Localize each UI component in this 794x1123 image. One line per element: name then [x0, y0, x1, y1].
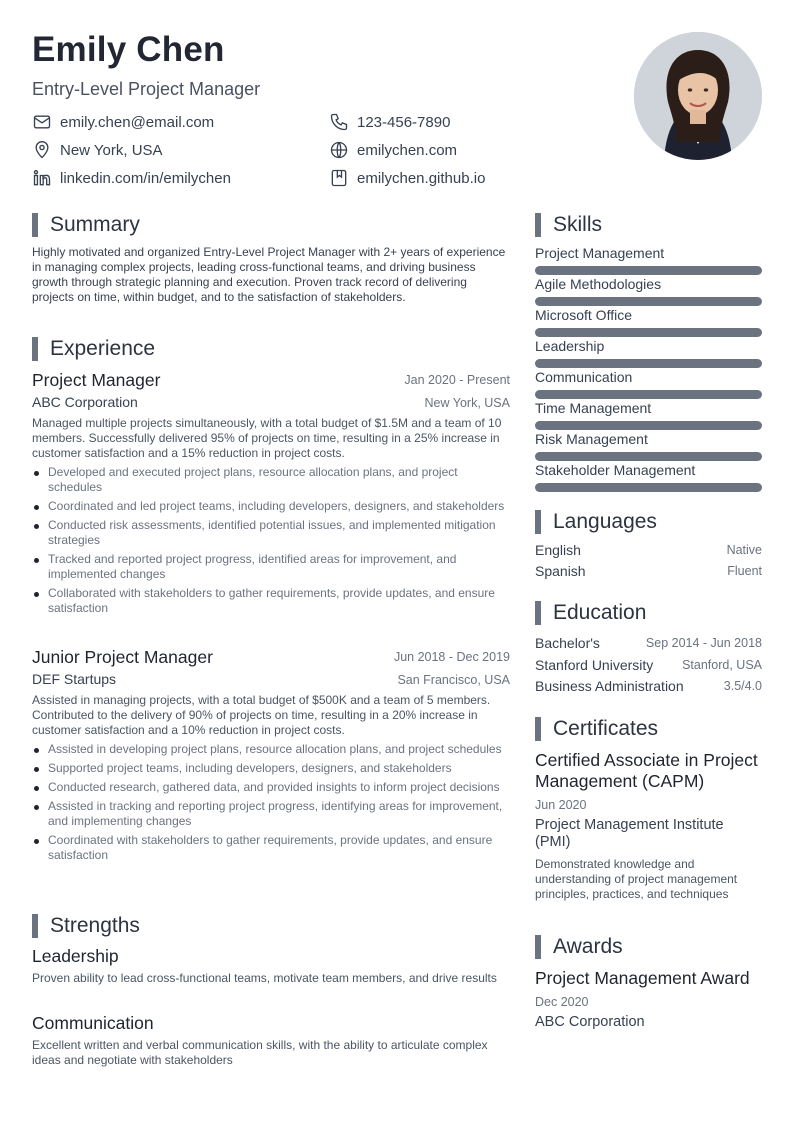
- strengths-heading: Strengths: [50, 914, 140, 937]
- skill-label: Stakeholder Management: [535, 462, 696, 478]
- awards-heading: Awards: [553, 935, 623, 958]
- language-item: [535, 542, 762, 563]
- certificate-name: Certified Associate in Project Management (CAPM): [535, 750, 758, 791]
- contact-location: [32, 140, 163, 160]
- map-pin-icon: [32, 140, 52, 160]
- job-title: Project Manager: [32, 370, 161, 390]
- candidate-title: Entry-Level Project Manager: [32, 79, 261, 99]
- job-bullets: [32, 465, 510, 616]
- bookmark-icon: [329, 168, 349, 188]
- certificates-heading: Certificates: [553, 717, 659, 740]
- profile-photo: [634, 32, 762, 160]
- language-item: [535, 563, 762, 584]
- skill-item: [535, 307, 762, 338]
- skill-level-bar: [535, 390, 762, 399]
- job-bullet: Coordinated with stakeholders to gather requirements, provide updates, and ensure satisfaction: [32, 833, 510, 863]
- section-summary-heading: [32, 213, 140, 237]
- job-bullet: Coordinated and led project teams, including developers, designers, and stakeholders: [32, 499, 510, 514]
- skill-label: Risk Management: [535, 431, 648, 447]
- section-experience-heading: [32, 337, 155, 361]
- education-field: Business Administration: [535, 678, 684, 694]
- languages-list: [535, 542, 762, 584]
- strength-title: Communication: [32, 1013, 154, 1033]
- language-level: Fluent: [727, 564, 762, 578]
- skill-level-bar: [535, 328, 762, 337]
- skills-heading: Skills: [553, 213, 603, 236]
- job-title: Junior Project Manager: [32, 647, 213, 667]
- section-strengths-heading: [32, 914, 140, 938]
- job-company: DEF Startups: [32, 671, 117, 687]
- education-school-row: [535, 657, 762, 678]
- section-awards-heading: [535, 935, 623, 959]
- envelope-icon: [32, 112, 52, 132]
- contact-website[interactable]: [329, 140, 457, 160]
- language-name: English: [535, 542, 581, 558]
- skill-item: [535, 369, 762, 400]
- summary-heading: Summary: [50, 213, 140, 236]
- education-degree: Bachelor's: [535, 635, 600, 651]
- strength-entry: [32, 1013, 510, 1068]
- education-gpa: 3.5/4.0: [723, 679, 762, 693]
- heading-accent-bar: [535, 510, 541, 534]
- job-location: New York, USA: [424, 396, 510, 410]
- skill-level-bar: [535, 266, 762, 275]
- job-dates: Jan 2020 - Present: [404, 373, 510, 387]
- award-name: Project Management Award: [535, 968, 750, 988]
- section-skills-heading: [535, 213, 602, 237]
- skills-list: [535, 245, 762, 493]
- skill-level-bar: [535, 452, 762, 461]
- phone-icon: [329, 112, 349, 132]
- heading-accent-bar: [32, 914, 38, 938]
- skill-item: [535, 338, 762, 369]
- skill-level-bar: [535, 359, 762, 368]
- location-text: New York, USA: [60, 141, 163, 159]
- contact-phone[interactable]: [329, 112, 450, 132]
- email-text: emily.chen@email.com: [60, 113, 215, 131]
- job-dates: Jun 2018 - Dec 2019: [393, 650, 510, 664]
- job-description: Managed multiple projects simultaneously, with a total budget of $1.5M and a team of 10 members. Successfully delivered 95% of projects on time, resulting in a 25% increase in customer satisfaction and a 15% reduction in project costs.: [32, 416, 502, 460]
- strength-text: Proven ability to lead cross-functional teams, motivate team members, and drive results: [32, 971, 497, 985]
- contact-linkedin[interactable]: [32, 168, 231, 188]
- heading-accent-bar: [32, 213, 38, 237]
- skill-label: Microsoft Office: [535, 307, 632, 323]
- skill-label: Leadership: [535, 338, 605, 354]
- strength-entry: [32, 946, 510, 986]
- award-date: Dec 2020: [535, 995, 589, 1009]
- section-certificates-heading: [535, 717, 658, 741]
- heading-accent-bar: [535, 935, 541, 959]
- skill-item: [535, 431, 762, 462]
- job-bullet: Supported project teams, including developers, designers, and stakeholders: [32, 761, 510, 776]
- job-bullet: Collaborated with stakeholders to gather requirements, provide updates, and ensure satisfaction: [32, 586, 510, 616]
- education-heading: Education: [553, 601, 647, 624]
- award-entry: [535, 968, 762, 1031]
- job-bullet: Assisted in tracking and reporting project progress, identifying areas for improvement, and implementing changes: [32, 799, 510, 829]
- skill-level-bar: [535, 421, 762, 430]
- job-bullets: [32, 742, 510, 863]
- education-degree-row: [535, 633, 762, 657]
- languages-heading: Languages: [553, 510, 657, 533]
- job-entry: [32, 647, 510, 867]
- certificate-entry: [535, 750, 762, 902]
- skill-level-bar: [535, 483, 762, 492]
- job-location: San Francisco, USA: [397, 673, 510, 687]
- job-bullet: Conducted research, gathered data, and provided insights to inform project decisions: [32, 780, 510, 795]
- section-education-heading: [535, 601, 646, 625]
- github-text: emilychen.github.io: [357, 169, 486, 187]
- job-bullet: Tracked and reported project progress, identified areas for improvement, and implemented changes: [32, 552, 510, 582]
- skill-label: Agile Methodologies: [535, 276, 662, 292]
- certificate-description: Demonstrated knowledge and understanding of project management principles, practices, and techniques: [535, 857, 738, 901]
- section-languages-heading: [535, 510, 657, 534]
- language-level: Native: [726, 543, 762, 557]
- job-bullet: Conducted risk assessments, identified potential issues, and implemented mitigation strategies: [32, 518, 510, 548]
- education-entry: [535, 633, 762, 699]
- heading-accent-bar: [535, 601, 541, 625]
- job-bullet: Developed and executed project plans, resource allocation plans, and project schedules: [32, 465, 510, 495]
- candidate-name: Emily Chen: [32, 30, 225, 69]
- skill-item: [535, 400, 762, 431]
- certificate-issuer: Project Management Institute (PMI): [535, 817, 724, 850]
- job-entry: [32, 370, 510, 620]
- certificate-date: Jun 2020: [535, 798, 587, 812]
- job-description: Assisted in managing projects, with a total budget of $500K and a team of 5 members. Contributed to the delivery of 90% of projects on time, resulting in a 20% increase in customer satisfaction and a 10% reduction in project costs.: [32, 693, 491, 737]
- phone-text: 123-456-7890: [357, 113, 451, 131]
- education-dates: Sep 2014 - Jun 2018: [645, 636, 762, 650]
- website-text: emilychen.com: [357, 141, 458, 159]
- contact-github[interactable]: [329, 168, 485, 188]
- skill-level-bar: [535, 297, 762, 306]
- strength-text: Excellent written and verbal communication skills, with the ability to articulate complex ideas and negotiate with stakeholders: [32, 1038, 488, 1067]
- skill-label: Time Management: [535, 400, 652, 416]
- profile-photo-illustration: [634, 32, 762, 160]
- heading-accent-bar: [32, 337, 38, 361]
- job-company: ABC Corporation: [32, 394, 138, 410]
- job-bullet: Assisted in developing project plans, resource allocation plans, and project schedules: [32, 742, 510, 757]
- heading-accent-bar: [535, 717, 541, 741]
- skill-label: Project Management: [535, 245, 665, 261]
- education-field-row: [535, 678, 762, 699]
- skill-item: [535, 462, 762, 493]
- language-name: Spanish: [535, 563, 586, 579]
- heading-accent-bar: [535, 213, 541, 237]
- experience-heading: Experience: [50, 337, 156, 360]
- skill-item: [535, 245, 762, 276]
- contact-email[interactable]: [32, 112, 214, 132]
- skill-label: Communication: [535, 369, 633, 385]
- education-school: Stanford University: [535, 657, 654, 673]
- linkedin-text: linkedin.com/in/emilychen: [60, 169, 231, 187]
- education-location: Stanford, USA: [682, 658, 762, 672]
- summary-text: Highly motivated and organized Entry-Level Project Manager with 2+ years of experience in managing complex projects, leading cross-functional teams, and driving business growth through strategic planning and execution. Proven track record of delivering projects on time, within budget, and to the satisfaction of stakeholders.: [32, 245, 506, 304]
- globe-icon: [329, 140, 349, 160]
- award-issuer: ABC Corporation: [535, 1014, 645, 1030]
- linkedin-icon: [32, 168, 52, 188]
- strength-title: Leadership: [32, 946, 119, 966]
- skill-item: [535, 276, 762, 307]
